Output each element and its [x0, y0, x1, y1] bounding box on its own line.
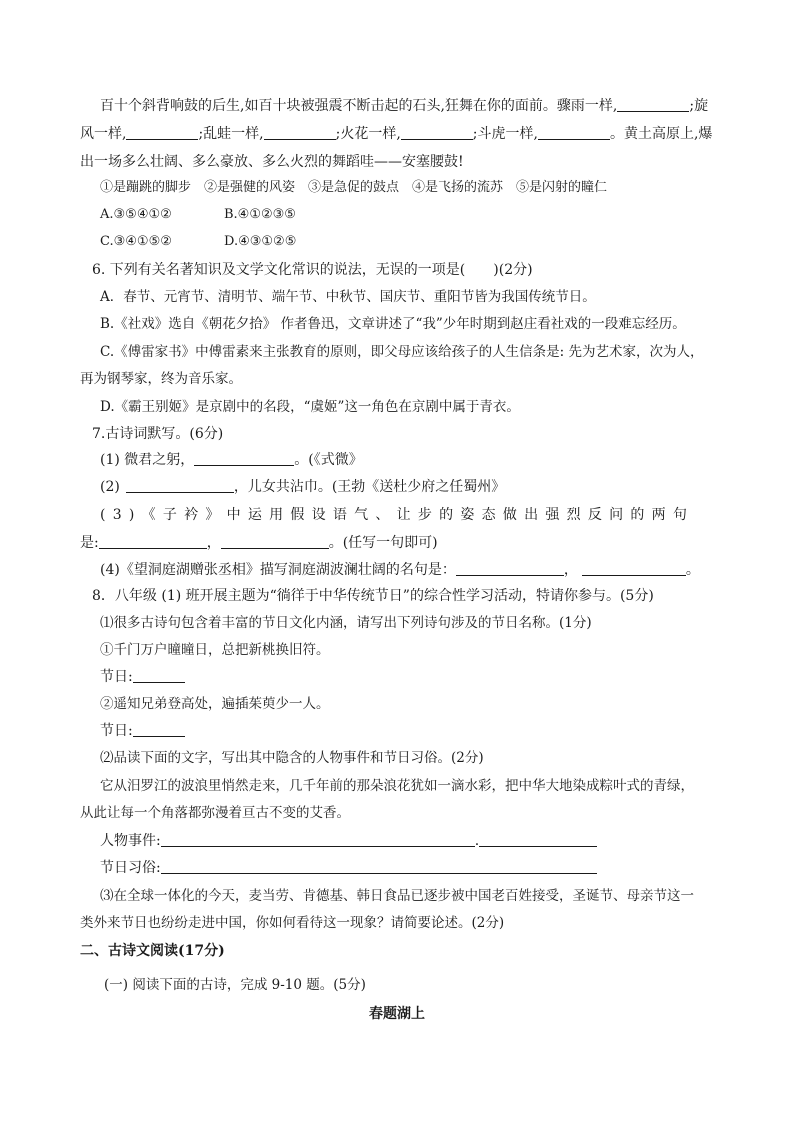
q8-sub-2: ⑵品读下面的文字，写出其中隐含的人物事件和节日习俗。(2分)	[100, 750, 484, 766]
q6-option-d[interactable]: D.《霸王别姬》是京剧中的名段，“虞姬”这一角色在京剧中属于青衣。	[100, 399, 520, 415]
q8-text-1: 它从汨罗江的波浪里悄然走来，几千年前的那朵浪花犹如一滴水彩，把中华大地染成粽叶式的青绿，	[100, 778, 694, 794]
section-2-sub: (一) 阅读下面的古诗，完成 9-10 题。(5分)	[104, 977, 366, 993]
answer-blank[interactable]	[133, 721, 185, 737]
answer-blank[interactable]	[99, 533, 207, 549]
q7-text: 。	[685, 562, 700, 578]
q5-option-a[interactable]: A.③⑤④①②	[100, 207, 172, 222]
custom-label: 节日习俗:	[100, 860, 161, 876]
passage-line-2	[80, 124, 720, 144]
passage-text: ;火花一样,	[335, 126, 401, 142]
q7-text: 。(《式微》	[294, 452, 363, 468]
answer-blank[interactable]	[479, 831, 597, 847]
q7-text: ，儿女共沾巾。(王勃《送杜少府之任蜀州》	[233, 479, 506, 495]
q7-text: ，	[563, 562, 578, 578]
answer-blank[interactable]	[538, 124, 610, 140]
answer-blank[interactable]	[617, 96, 689, 112]
q7-text: 是:	[80, 535, 99, 551]
passage-text: 风一样,	[80, 126, 127, 142]
q7-part-3: ( 3 ) 《 子 衿 》 中 运 用 假 设 语 气 、 让 步 的 姿 态 做 出 强 烈 反 问 的 两 句	[100, 507, 689, 523]
q8-festival-2	[100, 721, 740, 741]
poem-title: 春题湖上	[369, 1006, 425, 1022]
q8-event-row: 人物事件: .	[100, 831, 740, 851]
q8-text-2: 从此让每一个角落都弥漫着亘古不变的艾香。	[80, 805, 350, 821]
q7-text: (1) 微君之躬，	[100, 452, 195, 468]
q7-part-1	[100, 450, 740, 470]
answer-blank[interactable]	[456, 560, 564, 576]
passage-text: ;乱蛙一样,	[198, 126, 264, 142]
passage-line-1	[100, 96, 720, 116]
q5-option-c[interactable]: C.③④①⑤②	[100, 234, 172, 249]
q6-stem: 6. 下列有关名著知识及文学文化常识的说法，无误的一项是( )(2分)	[92, 262, 533, 278]
passage-text: 百十个斜背响鼓的后生,如百十块被强震不断击起的石头,狂舞在你的面前。骤雨一样,	[100, 98, 618, 114]
q7-text: 。(任写一句即可)	[328, 535, 438, 551]
answer-blank[interactable]	[161, 858, 597, 874]
q7-stem: 7.古诗词默写。(6分)	[92, 426, 224, 442]
q8-poem-1: ①千门万户曈曈日，总把新桃换旧符。	[100, 642, 330, 658]
festival-label: 节日:	[100, 669, 133, 685]
answer-blank[interactable]	[133, 667, 185, 683]
passage-text: ;斗虎一样,	[472, 126, 538, 142]
q8-custom-row	[100, 858, 740, 878]
answer-blank[interactable]	[221, 533, 329, 549]
passage-items: ①是蹦跳的脚步 ②是强健的风姿 ③是急促的鼓点 ④是飞扬的流苏 ⑤是闪射的瞳仁	[100, 180, 608, 195]
q7-part-3-cont	[80, 533, 720, 553]
q6-option-a[interactable]: A．春节、元宵节、清明节、端午节、中秋节、国庆节、重阳节皆为我国传统节日。	[100, 289, 596, 305]
answer-blank[interactable]	[161, 831, 475, 847]
q5-options-row-2	[100, 232, 740, 252]
passage-text: 。黄土高原上,爆	[609, 126, 713, 142]
answer-blank[interactable]	[401, 124, 473, 140]
q5-options-row-1	[100, 205, 740, 225]
q8-poem-2: ②遥知兄弟登高处，遍插茱萸少一人。	[100, 696, 330, 712]
q8-sub-1: ⑴很多古诗句包含着丰富的节日文化内涵，请写出下列诗句涉及的节日名称。(1分)	[100, 615, 592, 631]
q8-stem: 8．八年级 (1) 班开展主题为“徜徉于中华传统节日”的综合性学习活动，特请你参与。(5分)	[92, 588, 654, 604]
festival-label: 节日:	[100, 723, 133, 739]
answer-blank[interactable]	[126, 124, 198, 140]
event-label: 人物事件:	[100, 833, 161, 849]
q6-option-c[interactable]: C.《傅雷家书》中傅雷素来主张教育的原则，即父母应该给孩子的人生信条是: 先为艺术家，次为人，	[100, 344, 704, 360]
answer-blank[interactable]	[126, 477, 234, 493]
passage-line-3: 出一场多么壮阔、多么豪放、多么火烈的舞蹈哇——安塞腰鼓!	[80, 154, 464, 170]
answer-blank[interactable]	[194, 450, 294, 466]
q8-festival-1	[100, 667, 740, 687]
q6-option-b[interactable]: B.《社戏》选自《朝花夕拾》 作者鲁迅，文章讲述了“我”少年时期到赵庄看社戏的一段难忘经历。	[100, 316, 686, 332]
q7-part-4	[100, 560, 740, 580]
q8-sub-3: ⑶在全球一体化的今天，麦当劳、肯德基、韩日食品已逐步被中国老百姓接受，圣诞节、母亲节这一	[100, 888, 694, 904]
q5-option-d[interactable]: D.④③①②⑤	[224, 234, 297, 249]
q7-text: (4)《望洞庭湖赠张丞相》描写洞庭湖波澜壮阔的名句是：	[100, 562, 456, 578]
q8-sub-3-cont: 类外来节日也纷纷走进中国，你如何看待这一现象？请简要论述。(2分)	[80, 915, 505, 931]
passage-text: ;旋	[689, 98, 709, 114]
q7-part-2	[100, 477, 740, 497]
answer-blank[interactable]	[582, 560, 686, 576]
q6-option-c-cont: 再为钢琴家，终为音乐家。	[80, 371, 242, 387]
answer-blank[interactable]	[264, 124, 336, 140]
q7-text: (2)	[100, 479, 120, 495]
q5-option-b[interactable]: B.④①②③⑤	[224, 207, 296, 222]
section-2-heading: 二、古诗文阅读(17分)	[80, 943, 225, 959]
q7-text: ，	[206, 535, 221, 551]
